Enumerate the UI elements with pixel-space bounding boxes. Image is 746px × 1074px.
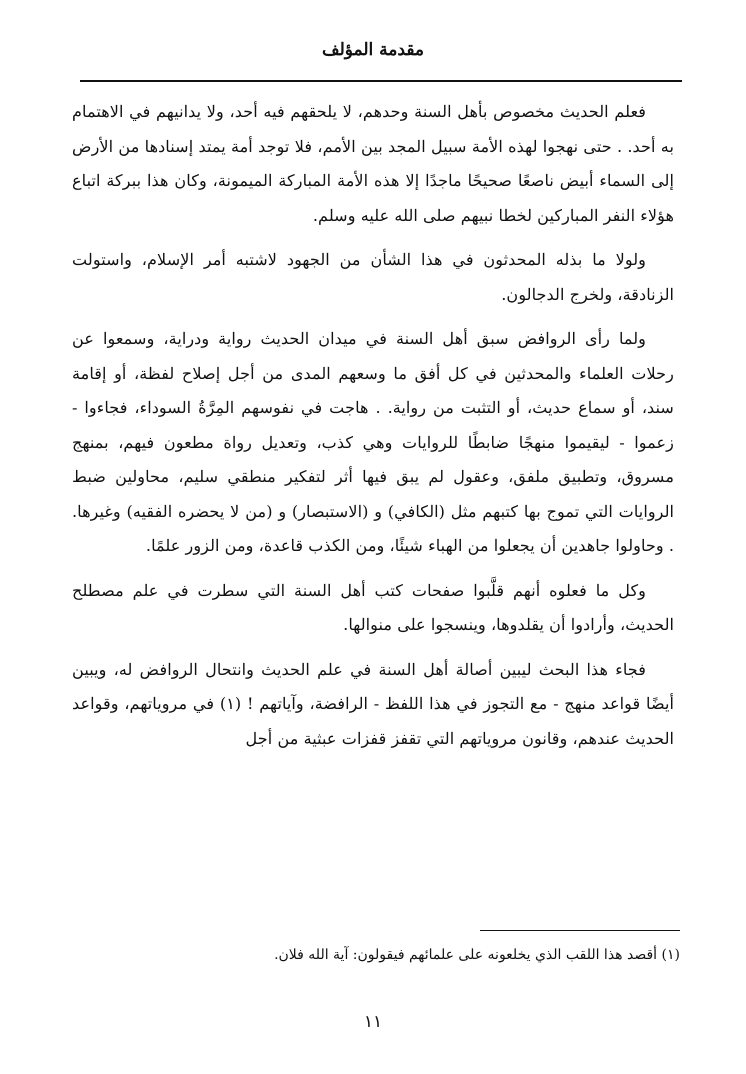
footnote: (١) أقصد هذا اللقب الذي يخلعونه على علمائهم فيقولون: آية الله فلان.: [274, 947, 680, 963]
paragraph: فعلم الحديث مخصوص بأهل السنة وحدهم، لا يلحقهم فيه أحد، ولا يدانيهم في الاهتمام به أحد. . حتى نهجوا لهذه الأمة سبيل المجد بين الأمم، فلا توجد أمة يمتد إسنادها من الأرض إلى السماء أبيض ناصعًا صحيحًا ماجدًا إلا هذه الأمة المباركة الميمونة، وكان هذا ببركة اتباع هؤلاء النفر المباركين لخطا نبيهم صلى الله عليه وسلم.: [72, 102, 674, 225]
paragraph: ولما رأى الروافض سبق أهل السنة في ميدان الحديث رواية ودراية، وسمعوا عن رحلات العلماء والمحدثين في كل أفق ما وسعهم المدى من أجل إصلاح لفظة، أو إقامة سند، أو سماع حديث، أو التثبت من رواية. . هاجت في نفوسهم المِرَّةُ السوداء، فجاءوا - زعموا - ليقيموا منهجًا ضابطًا للروايات وهي كذب، وتعديل رواة مطعون فيهم، بمنهج مسروق، وتطبيق ملفق، وعقول لم يبق فيها أثر لتفكير منطقي سليم، محاولين ضبط الروايات التي تموج بها كتبهم مثل (الكافي) و (الاستبصار) و (من لا يحضره الفقيه) وغيرها. . وحاولوا جاهدين أن يجعلوا من الهباء شيئًا، ومن الكذب قاعدة، ومن الزور علمًا.: [72, 329, 674, 555]
paragraph: ولولا ما بذله المحدثون في هذا الشأن من الجهود لاشتبه أمر الإسلام، واستولت الزنادقة، ولخرج الدجالون.: [72, 250, 674, 304]
paragraph: وكل ما فعلوه أنهم قلَّبوا صفحات كتب أهل السنة التي سطرت في علم مصطلح الحديث، وأرادوا أن يقلدوها، وينسجوا على منوالها.: [72, 580, 674, 634]
body-text: [72, 95, 674, 766]
page-header-title: مقدمة المؤلف: [321, 40, 425, 60]
header-divider: [80, 80, 682, 82]
footnote-divider: [480, 930, 680, 931]
paragraph: فجاء هذا البحث ليبين أصالة أهل السنة في علم الحديث وانتحال الروافض له، ويبين أيضًا قواعد منهج - مع التجوز في هذا اللفظ - الرافضة، وآياتهم ! (١) في مروياتهم، وقواعد الحديث عندهم، وقانون مروياتهم التي تقفز قفزات عبثية من أجل: [72, 659, 674, 748]
page-number: ١١: [363, 1012, 383, 1032]
